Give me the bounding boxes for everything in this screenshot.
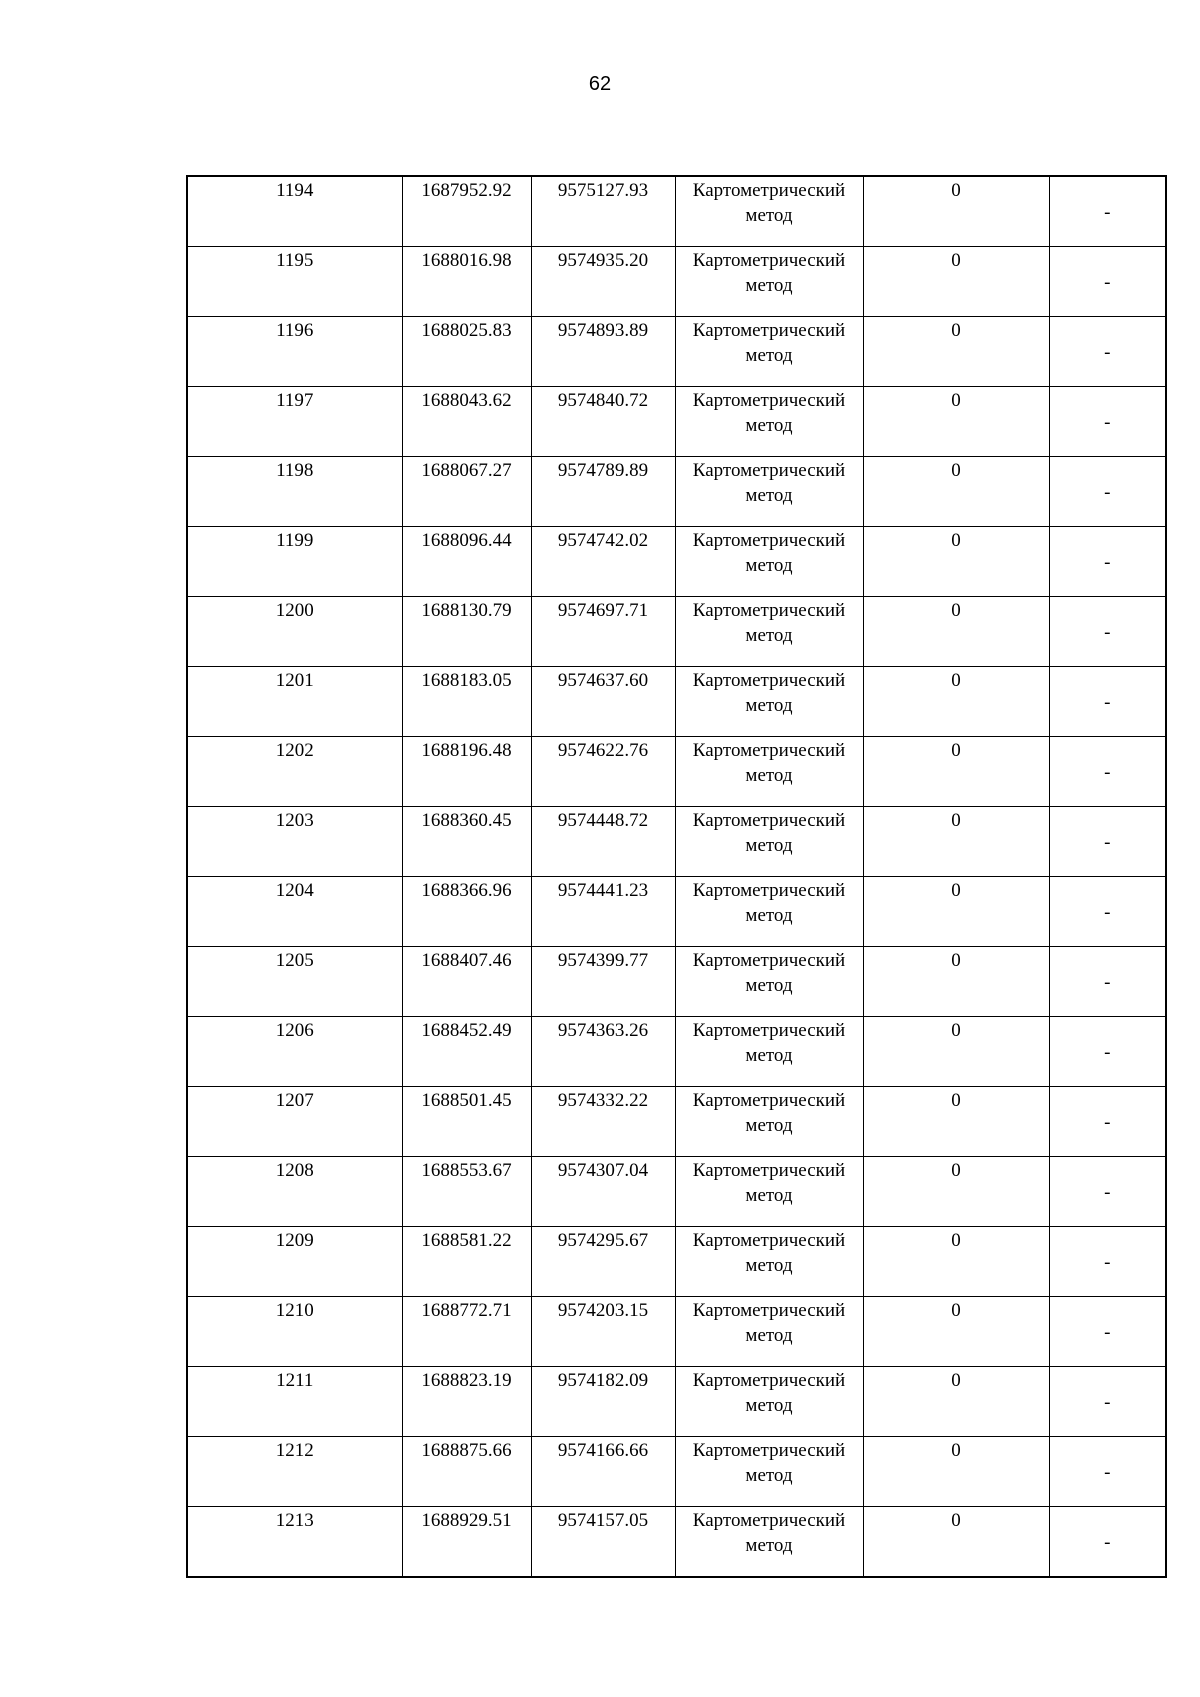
error-cell-text: 0 bbox=[951, 880, 961, 901]
error-cell bbox=[863, 1507, 1049, 1578]
note-cell-text: - bbox=[1104, 1181, 1111, 1203]
error-cell bbox=[863, 387, 1049, 457]
note-cell bbox=[1049, 1437, 1166, 1507]
x-coordinate-cell-text: 1688875.66 bbox=[421, 1440, 512, 1461]
error-cell bbox=[863, 1297, 1049, 1367]
x-coordinate-cell bbox=[402, 807, 531, 877]
table-row bbox=[187, 667, 1166, 737]
y-coordinate-cell-text: 9574935.20 bbox=[557, 250, 649, 271]
table-row bbox=[187, 947, 1166, 1017]
x-coordinate-cell bbox=[402, 457, 531, 527]
method-line-1: Картометрический bbox=[692, 1020, 846, 1041]
note-cell-text: - bbox=[1104, 1041, 1111, 1063]
error-cell bbox=[863, 667, 1049, 737]
x-coordinate-cell-text: 1688929.51 bbox=[421, 1510, 512, 1531]
point-number-cell bbox=[187, 1507, 402, 1578]
note-cell bbox=[1049, 527, 1166, 597]
note-cell bbox=[1049, 807, 1166, 877]
error-cell bbox=[863, 807, 1049, 877]
error-cell bbox=[863, 1367, 1049, 1437]
table-row bbox=[187, 1297, 1166, 1367]
x-coordinate-cell-text: 1688772.71 bbox=[421, 1300, 512, 1321]
method-cell bbox=[675, 247, 863, 317]
x-coordinate-cell-text: 1688096.44 bbox=[421, 530, 512, 551]
x-coordinate-cell bbox=[402, 1297, 531, 1367]
y-coordinate-cell bbox=[531, 527, 675, 597]
x-coordinate-cell bbox=[402, 1227, 531, 1297]
method-line-1: Картометрический bbox=[692, 880, 846, 901]
method-line-1: Картометрический bbox=[692, 1510, 846, 1531]
note-cell bbox=[1049, 877, 1166, 947]
x-coordinate-cell-text: 1688016.98 bbox=[421, 250, 512, 271]
y-coordinate-cell-text: 9574203.15 bbox=[557, 1300, 649, 1321]
point-number-cell-text: 1198 bbox=[276, 460, 314, 481]
y-coordinate-cell bbox=[531, 877, 675, 947]
method-line-2: метод bbox=[745, 345, 793, 366]
method-line-1: Картометрический bbox=[692, 320, 846, 341]
y-coordinate-cell-text: 9574742.02 bbox=[557, 530, 649, 551]
coordinates-table-body bbox=[187, 176, 1166, 1577]
method-line-2: метод bbox=[745, 555, 793, 576]
y-coordinate-cell bbox=[531, 1227, 675, 1297]
error-cell bbox=[863, 947, 1049, 1017]
y-coordinate-cell-text: 9574157.05 bbox=[557, 1510, 649, 1531]
point-number-cell-text: 1195 bbox=[276, 250, 314, 271]
y-coordinate-cell bbox=[531, 597, 675, 667]
method-line-2: метод bbox=[745, 1325, 793, 1346]
note-cell-text: - bbox=[1104, 971, 1111, 993]
x-coordinate-cell-text: 1688407.46 bbox=[421, 950, 512, 971]
y-coordinate-cell-text: 9574697.71 bbox=[557, 600, 649, 621]
y-coordinate-cell-text: 9574441.23 bbox=[557, 880, 649, 901]
x-coordinate-cell-text: 1688360.45 bbox=[421, 810, 512, 831]
point-number-cell-text: 1204 bbox=[275, 880, 314, 901]
error-cell-text: 0 bbox=[951, 600, 961, 621]
error-cell-text: 0 bbox=[951, 320, 961, 341]
error-cell-text: 0 bbox=[951, 1160, 961, 1181]
error-cell-text: 0 bbox=[951, 530, 961, 551]
x-coordinate-cell bbox=[402, 1157, 531, 1227]
method-cell bbox=[675, 947, 863, 1017]
method-line-1: Картометрический bbox=[692, 1230, 846, 1251]
y-coordinate-cell bbox=[531, 1297, 675, 1367]
note-cell bbox=[1049, 1087, 1166, 1157]
method-line-2: метод bbox=[745, 275, 793, 296]
y-coordinate-cell bbox=[531, 247, 675, 317]
y-coordinate-cell-text: 9574622.76 bbox=[557, 740, 649, 761]
method-line-2: метод bbox=[745, 1395, 793, 1416]
method-cell bbox=[675, 1507, 863, 1578]
error-cell-text: 0 bbox=[951, 460, 961, 481]
note-cell-text: - bbox=[1104, 1321, 1111, 1343]
point-number-cell-text: 1196 bbox=[276, 320, 314, 341]
x-coordinate-cell-text: 1688043.62 bbox=[421, 390, 512, 411]
table-row bbox=[187, 1437, 1166, 1507]
method-cell bbox=[675, 317, 863, 387]
error-cell bbox=[863, 1087, 1049, 1157]
x-coordinate-cell bbox=[402, 176, 531, 247]
point-number-cell-text: 1212 bbox=[275, 1440, 314, 1461]
note-cell-text: - bbox=[1104, 761, 1111, 783]
note-cell bbox=[1049, 247, 1166, 317]
note-cell-text: - bbox=[1104, 481, 1111, 503]
method-cell bbox=[675, 737, 863, 807]
table-row bbox=[187, 877, 1166, 947]
error-cell bbox=[863, 1157, 1049, 1227]
point-number-cell-text: 1213 bbox=[275, 1510, 314, 1531]
error-cell-text: 0 bbox=[951, 1230, 961, 1251]
x-coordinate-cell bbox=[402, 1367, 531, 1437]
method-line-2: метод bbox=[745, 765, 793, 786]
x-coordinate-cell bbox=[402, 877, 531, 947]
error-cell bbox=[863, 597, 1049, 667]
note-cell-text: - bbox=[1104, 1461, 1111, 1483]
error-cell-text: 0 bbox=[951, 950, 961, 971]
table-row bbox=[187, 176, 1166, 247]
note-cell bbox=[1049, 457, 1166, 527]
method-cell bbox=[675, 527, 863, 597]
y-coordinate-cell-text: 9574893.89 bbox=[557, 320, 649, 341]
note-cell bbox=[1049, 737, 1166, 807]
y-coordinate-cell bbox=[531, 1507, 675, 1578]
table-row bbox=[187, 737, 1166, 807]
method-line-1: Картометрический bbox=[692, 1440, 846, 1461]
method-line-2: метод bbox=[745, 415, 793, 436]
method-line-1: Картометрический bbox=[692, 600, 846, 621]
method-line-1: Картометрический bbox=[692, 250, 846, 271]
y-coordinate-cell bbox=[531, 947, 675, 1017]
method-cell bbox=[675, 1297, 863, 1367]
point-number-cell-text: 1202 bbox=[275, 740, 314, 761]
table-row bbox=[187, 1367, 1166, 1437]
method-cell bbox=[675, 667, 863, 737]
point-number-cell-text: 1209 bbox=[275, 1230, 314, 1251]
method-line-1: Картометрический bbox=[692, 460, 846, 481]
method-line-2: метод bbox=[745, 1185, 793, 1206]
point-number-cell bbox=[187, 877, 402, 947]
point-number-cell bbox=[187, 947, 402, 1017]
error-cell-text: 0 bbox=[951, 1370, 961, 1391]
note-cell-text: - bbox=[1104, 411, 1111, 433]
method-line-2: метод bbox=[745, 905, 793, 926]
method-cell bbox=[675, 176, 863, 247]
x-coordinate-cell-text: 1688501.45 bbox=[421, 1090, 512, 1111]
note-cell bbox=[1049, 317, 1166, 387]
y-coordinate-cell bbox=[531, 807, 675, 877]
note-cell-text: - bbox=[1104, 901, 1111, 923]
error-cell-text: 0 bbox=[951, 1510, 961, 1531]
method-cell bbox=[675, 1157, 863, 1227]
x-coordinate-cell-text: 1688196.48 bbox=[421, 740, 512, 761]
y-coordinate-cell-text: 9574166.66 bbox=[557, 1440, 649, 1461]
point-number-cell bbox=[187, 1017, 402, 1087]
y-coordinate-cell-text: 9574399.77 bbox=[557, 950, 649, 971]
method-line-1: Картометрический bbox=[692, 390, 846, 411]
table-row bbox=[187, 1157, 1166, 1227]
method-line-1: Картометрический bbox=[692, 1370, 846, 1391]
note-cell bbox=[1049, 1297, 1166, 1367]
x-coordinate-cell-text: 1688025.83 bbox=[421, 320, 512, 341]
note-cell bbox=[1049, 1017, 1166, 1087]
method-cell bbox=[675, 807, 863, 877]
point-number-cell-text: 1200 bbox=[275, 600, 314, 621]
x-coordinate-cell-text: 1688067.27 bbox=[421, 460, 512, 481]
error-cell bbox=[863, 1227, 1049, 1297]
error-cell-text: 0 bbox=[951, 1020, 961, 1041]
point-number-cell bbox=[187, 457, 402, 527]
note-cell bbox=[1049, 387, 1166, 457]
method-line-2: метод bbox=[745, 485, 793, 506]
method-cell bbox=[675, 1367, 863, 1437]
note-cell bbox=[1049, 176, 1166, 247]
y-coordinate-cell-text: 9574637.60 bbox=[557, 670, 649, 691]
error-cell-text: 0 bbox=[951, 670, 961, 691]
method-line-2: метод bbox=[745, 1045, 793, 1066]
x-coordinate-cell bbox=[402, 667, 531, 737]
y-coordinate-cell bbox=[531, 737, 675, 807]
page-number: 62 bbox=[588, 73, 612, 95]
y-coordinate-cell bbox=[531, 1367, 675, 1437]
method-cell bbox=[675, 1227, 863, 1297]
x-coordinate-cell bbox=[402, 247, 531, 317]
y-coordinate-cell bbox=[531, 1017, 675, 1087]
point-number-cell-text: 1207 bbox=[275, 1090, 314, 1111]
x-coordinate-cell-text: 1688823.19 bbox=[421, 1370, 512, 1391]
point-number-cell bbox=[187, 807, 402, 877]
method-line-1: Картометрический bbox=[692, 1160, 846, 1181]
method-cell bbox=[675, 1017, 863, 1087]
error-cell-text: 0 bbox=[951, 250, 961, 271]
method-cell bbox=[675, 877, 863, 947]
y-coordinate-cell-text: 9574332.22 bbox=[557, 1090, 649, 1111]
method-cell bbox=[675, 457, 863, 527]
point-number-cell bbox=[187, 1087, 402, 1157]
y-coordinate-cell-text: 9574295.67 bbox=[557, 1230, 649, 1251]
point-number-cell-text: 1211 bbox=[276, 1370, 314, 1391]
y-coordinate-cell-text: 9574307.04 bbox=[557, 1160, 649, 1181]
x-coordinate-cell bbox=[402, 947, 531, 1017]
x-coordinate-cell-text: 1688581.22 bbox=[421, 1230, 512, 1251]
method-line-2: метод bbox=[745, 205, 793, 226]
note-cell-text: - bbox=[1104, 1251, 1111, 1273]
x-coordinate-cell bbox=[402, 597, 531, 667]
point-number-cell bbox=[187, 1297, 402, 1367]
y-coordinate-cell bbox=[531, 1087, 675, 1157]
table-row bbox=[187, 387, 1166, 457]
method-line-1: Картометрический bbox=[692, 950, 846, 971]
note-cell-text: - bbox=[1104, 831, 1111, 853]
y-coordinate-cell bbox=[531, 667, 675, 737]
error-cell bbox=[863, 1017, 1049, 1087]
table-row bbox=[187, 1017, 1166, 1087]
point-number-cell bbox=[187, 247, 402, 317]
point-number-cell bbox=[187, 667, 402, 737]
method-line-2: метод bbox=[745, 1465, 793, 1486]
y-coordinate-cell bbox=[531, 1157, 675, 1227]
point-number-cell-text: 1206 bbox=[275, 1020, 314, 1041]
method-line-1: Картометрический bbox=[692, 180, 846, 201]
error-cell bbox=[863, 457, 1049, 527]
method-cell bbox=[675, 1087, 863, 1157]
x-coordinate-cell-text: 1688130.79 bbox=[421, 600, 512, 621]
error-cell bbox=[863, 176, 1049, 247]
point-number-cell-text: 1197 bbox=[276, 390, 314, 411]
method-cell bbox=[675, 597, 863, 667]
note-cell-text: - bbox=[1104, 621, 1111, 643]
table-row bbox=[187, 807, 1166, 877]
point-number-cell bbox=[187, 317, 402, 387]
x-coordinate-cell bbox=[402, 1507, 531, 1578]
y-coordinate-cell bbox=[531, 457, 675, 527]
x-coordinate-cell bbox=[402, 387, 531, 457]
point-number-cell-text: 1208 bbox=[275, 1160, 314, 1181]
table-row bbox=[187, 527, 1166, 597]
method-line-1: Картометрический bbox=[692, 530, 846, 551]
note-cell-text: - bbox=[1104, 1111, 1111, 1133]
table-row bbox=[187, 1087, 1166, 1157]
x-coordinate-cell bbox=[402, 317, 531, 387]
y-coordinate-cell bbox=[531, 1437, 675, 1507]
point-number-cell-text: 1205 bbox=[275, 950, 314, 971]
method-line-1: Картометрический bbox=[692, 1300, 846, 1321]
note-cell bbox=[1049, 1507, 1166, 1578]
note-cell-text: - bbox=[1104, 271, 1111, 293]
note-cell-text: - bbox=[1104, 201, 1111, 223]
point-number-cell-text: 1199 bbox=[276, 530, 314, 551]
method-line-2: метод bbox=[745, 1115, 793, 1136]
note-cell bbox=[1049, 1157, 1166, 1227]
note-cell-text: - bbox=[1104, 1531, 1111, 1553]
x-coordinate-cell-text: 1688366.96 bbox=[421, 880, 512, 901]
point-number-cell bbox=[187, 387, 402, 457]
point-number-cell bbox=[187, 1227, 402, 1297]
x-coordinate-cell bbox=[402, 1017, 531, 1087]
y-coordinate-cell-text: 9574182.09 bbox=[557, 1370, 649, 1391]
x-coordinate-cell-text: 1687952.92 bbox=[421, 180, 512, 201]
note-cell bbox=[1049, 947, 1166, 1017]
note-cell-text: - bbox=[1104, 551, 1111, 573]
table-row bbox=[187, 317, 1166, 387]
coordinates-table bbox=[186, 175, 1167, 1578]
note-cell-text: - bbox=[1104, 341, 1111, 363]
method-line-1: Картометрический bbox=[692, 810, 846, 831]
point-number-cell-text: 1210 bbox=[275, 1300, 314, 1321]
method-line-2: метод bbox=[745, 1535, 793, 1556]
method-line-2: метод bbox=[745, 625, 793, 646]
x-coordinate-cell-text: 1688553.67 bbox=[421, 1160, 512, 1181]
point-number-cell-text: 1203 bbox=[275, 810, 314, 831]
method-line-1: Картометрический bbox=[692, 670, 846, 691]
point-number-cell-text: 1194 bbox=[276, 180, 314, 201]
point-number-cell bbox=[187, 176, 402, 247]
method-cell bbox=[675, 1437, 863, 1507]
method-line-2: метод bbox=[745, 695, 793, 716]
x-coordinate-cell bbox=[402, 1087, 531, 1157]
x-coordinate-cell-text: 1688452.49 bbox=[421, 1020, 512, 1041]
y-coordinate-cell-text: 9574789.89 bbox=[557, 460, 649, 481]
error-cell-text: 0 bbox=[951, 1090, 961, 1111]
method-line-1: Картометрический bbox=[692, 1090, 846, 1111]
y-coordinate-cell-text: 9574448.72 bbox=[557, 810, 649, 831]
error-cell-text: 0 bbox=[951, 740, 961, 761]
method-line-1: Картометрический bbox=[692, 740, 846, 761]
table-row bbox=[187, 457, 1166, 527]
method-line-2: метод bbox=[745, 975, 793, 996]
table-row bbox=[187, 597, 1166, 667]
y-coordinate-cell bbox=[531, 176, 675, 247]
note-cell bbox=[1049, 1227, 1166, 1297]
note-cell bbox=[1049, 597, 1166, 667]
point-number-cell bbox=[187, 527, 402, 597]
method-cell bbox=[675, 387, 863, 457]
error-cell bbox=[863, 877, 1049, 947]
y-coordinate-cell-text: 9574840.72 bbox=[557, 390, 649, 411]
error-cell-text: 0 bbox=[951, 180, 961, 201]
point-number-cell bbox=[187, 597, 402, 667]
point-number-cell bbox=[187, 1437, 402, 1507]
x-coordinate-cell-text: 1688183.05 bbox=[421, 670, 512, 691]
note-cell bbox=[1049, 667, 1166, 737]
x-coordinate-cell bbox=[402, 737, 531, 807]
y-coordinate-cell-text: 9575127.93 bbox=[557, 180, 649, 201]
y-coordinate-cell bbox=[531, 317, 675, 387]
error-cell bbox=[863, 527, 1049, 597]
point-number-cell bbox=[187, 737, 402, 807]
note-cell-text: - bbox=[1104, 1391, 1111, 1413]
error-cell bbox=[863, 247, 1049, 317]
point-number-cell bbox=[187, 1367, 402, 1437]
x-coordinate-cell bbox=[402, 1437, 531, 1507]
table-row bbox=[187, 247, 1166, 317]
error-cell-text: 0 bbox=[951, 390, 961, 411]
point-number-cell bbox=[187, 1157, 402, 1227]
error-cell-text: 0 bbox=[951, 1440, 961, 1461]
error-cell bbox=[863, 737, 1049, 807]
y-coordinate-cell bbox=[531, 387, 675, 457]
x-coordinate-cell bbox=[402, 527, 531, 597]
note-cell bbox=[1049, 1367, 1166, 1437]
point-number-cell-text: 1201 bbox=[275, 670, 314, 691]
note-cell-text: - bbox=[1104, 691, 1111, 713]
error-cell bbox=[863, 317, 1049, 387]
table-row bbox=[187, 1227, 1166, 1297]
table-row bbox=[187, 1507, 1166, 1578]
error-cell bbox=[863, 1437, 1049, 1507]
y-coordinate-cell-text: 9574363.26 bbox=[557, 1020, 649, 1041]
error-cell-text: 0 bbox=[951, 810, 961, 831]
error-cell-text: 0 bbox=[951, 1300, 961, 1321]
method-line-2: метод bbox=[745, 835, 793, 856]
method-line-2: метод bbox=[745, 1255, 793, 1276]
